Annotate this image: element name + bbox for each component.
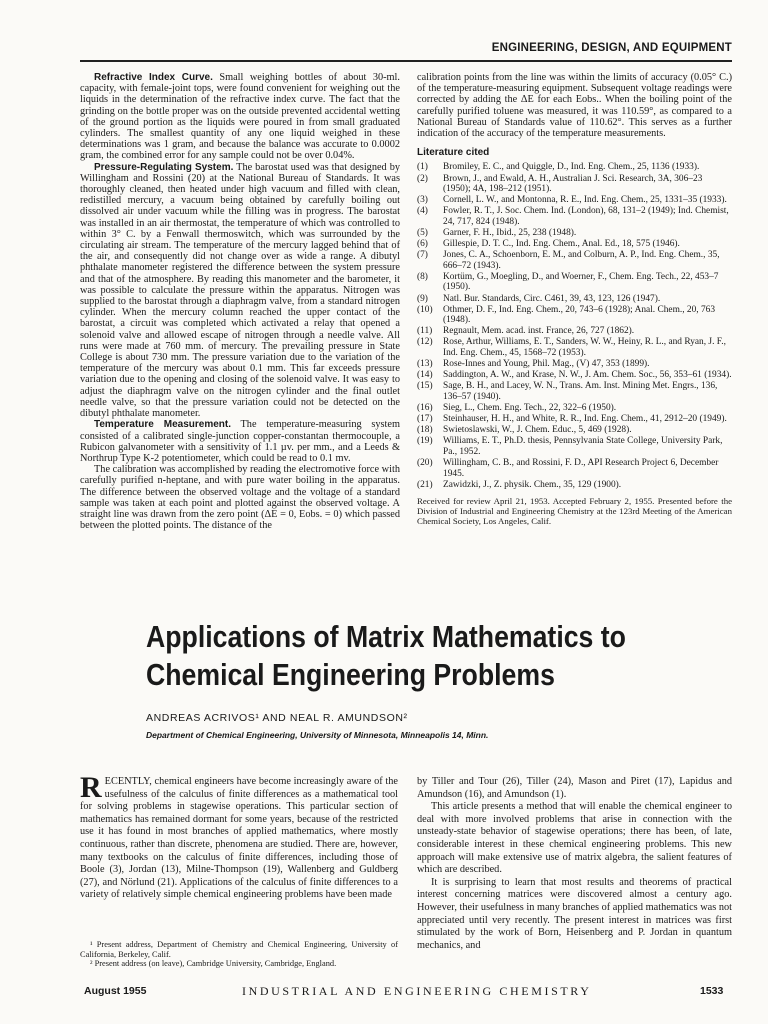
reference-item	[417, 458, 732, 479]
reference-list	[417, 162, 732, 490]
reference-number: (17)	[417, 414, 433, 425]
footer-journal: INDUSTRIAL AND ENGINEERING CHEMISTRY	[242, 984, 592, 998]
drop-cap: R	[80, 771, 102, 804]
reference-text: Othmer, D. F., Ind. Eng. Chem., 20, 743–6 (1928); Anal. Chem., 20, 763 (1948).	[443, 304, 716, 326]
reference-item	[417, 250, 732, 271]
paragraph-text: The barostat used was that designed by Willingham and Rossini (20) at the National Bureau of Standards. It was thoroughly cleaned, then heated under high vacuum and filled with clean, redistilled mercury, a vacuum being obtained by carefully boiling out dissolved air under vacuum while the filling was in progress. The barostat was installed in an air thermostat, the temperature of which was controlled to within 3° C. by a Fenwall thermoswitch, which was surrounded by the circulating air stream. The temperature of the mercury lagged behind that of the air, and consequently did not change over as wide a range. A dibutyl phthalate manometer registered the difference between the system pressure and that of the atmosphere. By reading this manometer and the barometer, it was possible to calculate the pressure within the apparatus. Nitrogen was supplied to the barostat through a diaphragm valve, from a standard nitrogen cylinder. When the mercury column reached the upper contact of the barostat, a circuit was completed which activated a relay that opened a solenoid valve and allowed escape of nitrogen through a needle valve. All runs were made at 760 mm. of mercury. The prevailing pressure in State College is about 730 mm. The pressure variation due to the variation of the temperature of the mercury was about 0.1 mm. This far exceeds pressure variation due to the opening and closing of the solenoid valve. It was easy to adjust the diaphragm valve on the nitrogen cylinder and the final outlet needle valve, so that the pressure variation could not be detected on the dibutyl phthalate manometer.	[80, 161, 400, 420]
reference-number: (20)	[417, 457, 433, 468]
reference-number: (18)	[417, 425, 433, 436]
reference-number: (13)	[417, 359, 433, 370]
reference-text: Garner, F. H., Ibid., 25, 238 (1948).	[443, 227, 577, 238]
reference-number: (5)	[417, 227, 428, 238]
reference-item	[417, 174, 732, 195]
reference-text: Saddington, A. W., and Krase, N. W., J. Am. Chem. Soc., 56, 353–61 (1934).	[443, 370, 732, 381]
reference-text: Willingham, C. B., and Rossini, F. D., API Research Project 6, December 1945.	[443, 457, 719, 479]
paragraph-text: It is surprising to learn that most results and theorems of practical interest concerning matrices were discovered almost a century ago. However, their usefulness in many branches of applied mathematics was not appreciated until very recently. The present interest in matrices was first stimulated by the work of Born, Heisenberg and P. Jordan in quantum mechanics, and	[417, 876, 732, 951]
reference-item	[417, 294, 732, 305]
reference-number: (8)	[417, 271, 428, 282]
reference-item	[417, 337, 732, 358]
paragraph-text: The calibration was accomplished by reading the electromotive force with carefully purified n-heptane, and with pure water boiling in the apparatus. The difference between the observed voltage and the voltage of a standard sample was taken at each point and plotted against the observed voltage. A straight line was drawn from the zero point (ΔE = 0, Eobs. = 0) which passed between the plotted points. The distance of the	[80, 464, 400, 532]
section-header: ENGINEERING, DESIGN, AND EQUIPMENT	[491, 42, 732, 54]
reference-number: (15)	[417, 381, 433, 392]
paragraph-text: This article presents a method that will enable the chemical engineer to deal with more involved problems that arise in connection with the unsteady-state behavior of stagewise operations; there has been, of late, considerable interest in these chemical engineering problems. This new approach will make extensive use of matrix algebra, the salient features of which are described.	[417, 801, 732, 876]
reference-text: Sage, B. H., and Lacey, W. N., Trans. Am. Inst. Mining Met. Engrs., 136, 136–57 (1940).	[443, 381, 718, 402]
reference-item	[417, 228, 732, 239]
reference-text: Williams, E. T., Ph.D. thesis, Pennsylvania State College, University Park, Pa., 1952.	[443, 436, 723, 457]
reference-item	[417, 206, 732, 227]
reference-text: Zawidzki, J., Z. physik. Chem., 35, 129 (1900).	[443, 479, 622, 490]
reference-item	[417, 436, 732, 457]
reference-item	[417, 272, 732, 293]
run-in-heading: Pressure-Regulating System.	[94, 161, 234, 173]
reference-text: Cornell, L. W., and Montonna, R. E., Ind. Eng. Chem., 25, 1331–35 (1933).	[443, 195, 727, 206]
reference-number: (1)	[417, 162, 428, 173]
paragraph-text: ECENTLY, chemical engineers have become increasingly aware of the usefulness of the calculus of finite differences as a mathematical tool for solving problems in stagewise operations. This particular section of mathematics has remained dormant for some years, because of the restricted use it has found in most branches of applied mathematics, where mostly continuous, rather than discrete, phenomena are studied. There are, however, many textbooks on the calculus of finite differences, including those of Boole (3), Jordan (13), Milne-Thompson (19), Wallenberg and Guldberg (27), and Nörlund (21). Applications of the calculus of finite differences to a variety of relatively simple chemical engineering problems have been made	[80, 776, 398, 901]
paragraph-text: The temperature-measuring system consisted of a calibrated single-junction copper-constantan thermocouple, a Rubicon galvanometer with a sensitivity of 1.1 µv. per mm., and a Leeds & Northrup Type K-2 potentiometer, which could be read to 0.1 mv.	[80, 419, 400, 464]
footnotes	[80, 940, 398, 969]
reference-item	[417, 195, 732, 206]
title-line: Chemical Engineering Problems	[146, 657, 555, 692]
reference-text: Steinhauser, H. H., and White, R. R., Ind. Eng. Chem., 41, 2912–20 (1949).	[443, 414, 727, 425]
reference-text: Sieg, L., Chem. Eng. Tech., 22, 322–6 (1950).	[443, 402, 617, 413]
reference-item	[417, 370, 732, 381]
title-line: Applications of Matrix Mathematics to	[146, 619, 626, 654]
reference-number: (11)	[417, 326, 433, 337]
paragraph-text: by Tiller and Tour (26), Tiller (24), Mason and Piret (17), Lapidus and Amundson (16), and Amundson (1).	[417, 776, 732, 800]
article-body-right	[417, 776, 732, 952]
reference-text: Kortüm, G., Moegling, D., and Woerner, F., Chem. Eng. Tech., 22, 453–7 (1950).	[443, 271, 719, 293]
reference-number: (7)	[417, 250, 428, 261]
reference-number: (19)	[417, 436, 433, 447]
reference-item	[417, 305, 732, 326]
reference-item	[417, 480, 732, 491]
article-body-left	[80, 771, 398, 902]
paragraph-text: calibration points from the line was within the limits of accuracy (0.05° C.) of the temperature-measuring equipment. Subsequent voltage readings were corrected by adding the ΔE for each Eobs.. When the boiling point of the carefully purified toluene was measured, it was 110.59°, as compared to a National Bureau of Standards value of 110.62°. This serves as a further indication of the accuracy of the temperature measurements.	[417, 72, 732, 140]
reference-item	[417, 414, 732, 425]
affiliation: Department of Chemical Engineering, University of Minnesota, Minneapolis 14, Minn.	[146, 730, 489, 740]
left-column	[80, 72, 400, 531]
reference-item	[417, 162, 732, 173]
reference-number: (14)	[417, 370, 433, 381]
reference-number: (12)	[417, 337, 433, 348]
article-title	[146, 618, 628, 694]
footnote: ¹ Present address, Department of Chemistry and Chemical Engineering, University of California, Berkeley, Calif.	[80, 940, 398, 959]
run-in-heading: Refractive Index Curve.	[94, 72, 213, 83]
page-number: 1533	[700, 985, 724, 997]
paragraph-text: Small weighing bottles of about 30-ml. capacity, with female-joint tops, were found convenient for weighing out the liquids in the determination of the refractive index curve. The fact that the grinding on the bottle proper was on the outside prevented accidental wetting of the ground portion as the liquids were poured in from small graduated cylinders. The smallest quantity of any one liquid weighed in these determinations was 1 gram, and because the balance was accurate to 0.0002 gram, the combined error for any sample could not be over 0.04%.	[80, 72, 400, 162]
reference-number: (9)	[417, 293, 428, 304]
authors: ANDREAS ACRIVOS¹ AND NEAL R. AMUNDSON²	[146, 712, 408, 724]
reference-number: (16)	[417, 402, 433, 413]
reference-text: Swietoslawski, W., J. Chem. Educ., 5, 469 (1928).	[443, 425, 632, 436]
reference-number: (2)	[417, 173, 428, 184]
reference-item	[417, 403, 732, 414]
footer-date: August 1955	[84, 985, 147, 997]
reference-text: Bromiley, E. C., and Quiggle, D., Ind. Eng. Chem., 25, 1136 (1933).	[443, 162, 700, 173]
paragraph	[80, 464, 400, 531]
reference-item	[417, 425, 732, 436]
reference-number: (3)	[417, 195, 428, 206]
reference-text: Rose-Innes and Young, Phil. Mag., (V) 47, 353 (1899).	[443, 359, 650, 370]
reference-text: Jones, C. A., Schoenborn, E. M., and Colburn, A. P., Ind. Eng. Chem., 35, 666–72 (1943).	[443, 250, 720, 271]
paragraph	[80, 162, 400, 420]
footnote: ² Present address (on leave), Cambridge University, Cambridge, England.	[90, 959, 337, 969]
paragraph	[80, 72, 400, 162]
reference-text: Regnault, Mem. acad. inst. France, 26, 727 (1862).	[443, 326, 635, 337]
run-in-heading: Temperature Measurement.	[94, 419, 231, 431]
right-column	[417, 72, 732, 526]
reference-item	[417, 359, 732, 370]
reference-text: Brown, J., and Ewald, A. H., Australian J. Sci. Research, 3A, 306–23 (1950); 4A, 198–212 (1951).	[443, 173, 703, 195]
literature-heading: Literature cited	[417, 147, 490, 159]
reference-text: Gillespie, D. T. C., Ind. Eng. Chem., Anal. Ed., 18, 575 (1946).	[443, 239, 680, 250]
reference-text: Fowler, R. T., J. Soc. Chem. Ind. (London), 68, 131–2 (1949); Ind. Chemist, 24, 717, 824 (1948).	[443, 206, 729, 227]
reference-number: (10)	[417, 304, 433, 315]
reference-text: Natl. Bur. Standards, Circ. C461, 39, 43, 123, 126 (1947).	[443, 293, 661, 304]
reference-item	[417, 326, 732, 337]
reference-item	[417, 381, 732, 402]
paragraph	[80, 771, 398, 902]
reference-text: Rose, Arthur, Williams, E. T., Sanders, W. W., Heiny, R. L., and Ryan, J. F., Ind. Eng. Chem., 45, 1568–72 (1953).	[443, 337, 726, 359]
received-note: Received for review April 21, 1953. Accepted February 2, 1955. Presented before the Division of Industrial and Engineering Chemistry at the 123rd Meeting of the American Chemical Society, Los Angeles, Calif.	[417, 496, 732, 527]
reference-number: (4)	[417, 206, 428, 217]
reference-number: (21)	[417, 479, 433, 490]
paragraph	[80, 419, 400, 464]
header-rule	[80, 60, 732, 62]
reference-item	[417, 239, 732, 250]
reference-number: (6)	[417, 239, 428, 250]
